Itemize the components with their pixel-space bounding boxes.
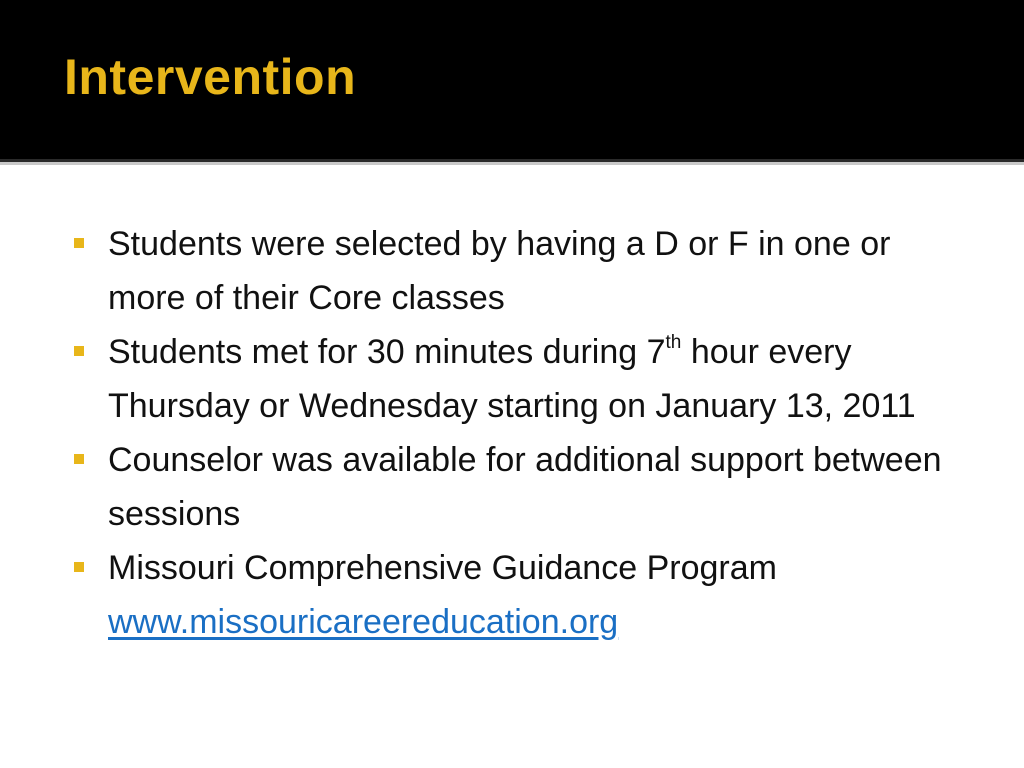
bullet-list	[108, 217, 958, 649]
bullet-text-after: hour every Thursday or Wednesday starting on January 13, 2011	[108, 333, 916, 425]
bullet-text-before: Students met for 30 minutes during 7	[108, 333, 666, 371]
square-bullet-icon	[74, 346, 84, 356]
slide-title: Intervention	[64, 49, 357, 105]
title-band	[0, 0, 1024, 159]
bullet-text: Students were selected by having a D or F in one or more of their Core classes	[108, 225, 891, 317]
content-area	[0, 165, 1024, 768]
superscript-ordinal: th	[665, 332, 682, 353]
bullet-text: Missouri Comprehensive Guidance Program	[108, 549, 777, 587]
square-bullet-icon	[74, 238, 84, 248]
bullet-item-selection	[108, 217, 958, 325]
bullet-item-program	[108, 541, 958, 649]
bullet-text: Counselor was available for additional support between sessions	[108, 441, 942, 533]
square-bullet-icon	[74, 454, 84, 464]
program-website-link[interactable]: www.missouricareereducation.org	[108, 603, 619, 641]
bullet-item-counselor	[108, 433, 958, 541]
bullet-item-schedule	[108, 325, 958, 433]
square-bullet-icon	[74, 562, 84, 572]
